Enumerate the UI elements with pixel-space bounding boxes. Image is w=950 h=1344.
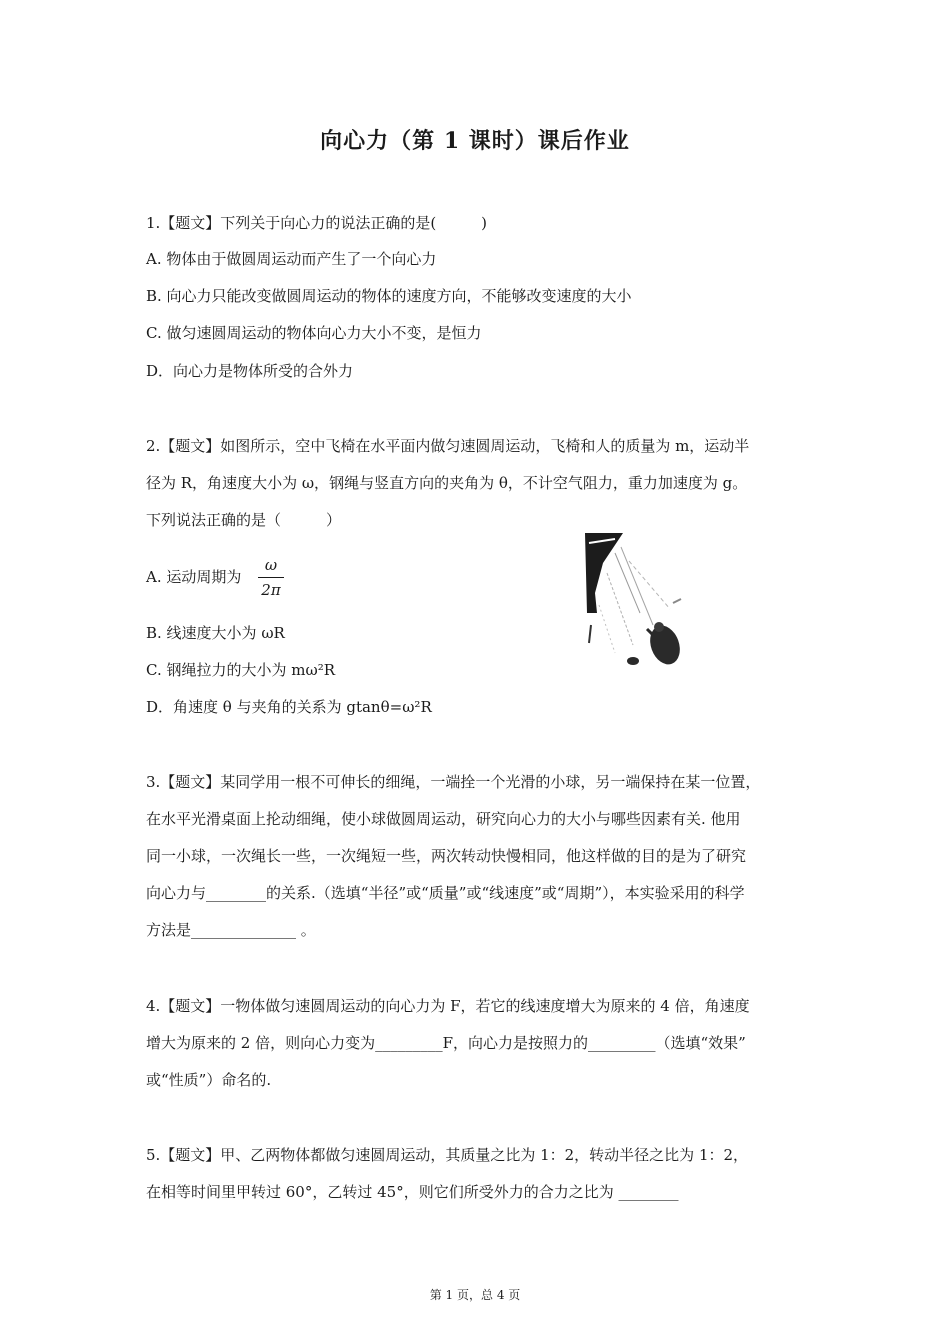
q1-option-c: C. 做匀速圆周运动的物体向心力大小不变，是恒力	[146, 324, 482, 342]
q4-line-3: 或“性质”）命名的.	[146, 1071, 272, 1089]
q3-line-1: 3.【题文】某同学用一根不可伸长的细绳，一端拴一个光滑的小球，另一端保持在某一位置，	[146, 773, 761, 791]
q2-stem-line-2: 径为 R，角速度大小为 ω，钢绳与竖直方向的夹角为 θ，不计空气阻力，重力加速度为 g。	[146, 474, 748, 492]
q2-option-c: C. 钢绳拉力的大小为 mω²R	[146, 661, 336, 679]
q5-line-2: 在相等时间里甲转过 60°，乙转过 45°，则它们所受外力的合力之比为 ________	[146, 1183, 679, 1201]
q4-line-2: 增大为原来的 2 倍，则向心力变为_________F，向心力是按照力的_________（选填“效果”	[146, 1034, 746, 1052]
q1-option-b: B. 向心力只能改变做圆周运动的物体的速度方向，不能够改变速度的大小	[146, 287, 632, 305]
page-title: 向心力（第 1 课时）课后作业	[320, 128, 630, 154]
rider-seat	[645, 621, 685, 668]
q1-option-d: D．向心力是物体所受的合外力	[146, 362, 354, 380]
q4-line-1: 4.【题文】一物体做匀速圆周运动的向心力为 F，若它的线速度增大为原来的 4 倍，角速度	[146, 997, 750, 1015]
q2-stem-line-3: 下列说法正确的是（ ）	[146, 511, 342, 529]
page-footer: 第 1 页，总 4 页	[429, 1288, 521, 1302]
fraction-numerator: ω	[264, 556, 278, 574]
fraction-bar	[258, 577, 284, 578]
q3-line-2: 在水平光滑桌面上抡动细绳，使小球做圆周运动，研究向心力的大小与哪些因素有关. 他用	[146, 810, 741, 828]
q1-option-a: A. 物体由于做圆周运动而产生了一个向心力	[146, 250, 437, 268]
period-fraction	[258, 555, 284, 600]
q2-stem-line-1: 2.【题文】如图所示，空中飞椅在水平面内做匀速圆周运动，飞椅和人的质量为 m，运动半	[146, 437, 750, 455]
q3-line-3: 同一小球，一次绳长一些，一次绳短一些，两次转动快慢相同，他这样做的目的是为了研究	[146, 847, 747, 865]
swing-ride-figure	[585, 533, 685, 675]
fraction-denominator: 2π	[261, 581, 281, 599]
q2-option-d: D．角速度 θ 与夹角的关系为 gtanθ=ω²R	[146, 698, 432, 716]
q3-line-4: 向心力与________的关系.（选填“半径”或“质量”或“线速度”或“周期”），本实验采用的科学	[146, 884, 745, 902]
q3-line-5: 方法是______________ 。	[146, 921, 316, 939]
q2-option-b: B. 线速度大小为 ωR	[146, 624, 285, 642]
q2-option-a: A. 运动周期为	[146, 568, 242, 586]
q1-stem: 1.【题文】下列关于向心力的说法正确的是( )	[146, 214, 488, 232]
q5-line-1: 5.【题文】甲、乙两物体都做匀速圆周运动，其质量之比为 1：2，转动半径之比为 1：2，	[146, 1146, 749, 1164]
ride-canopy	[585, 533, 623, 613]
